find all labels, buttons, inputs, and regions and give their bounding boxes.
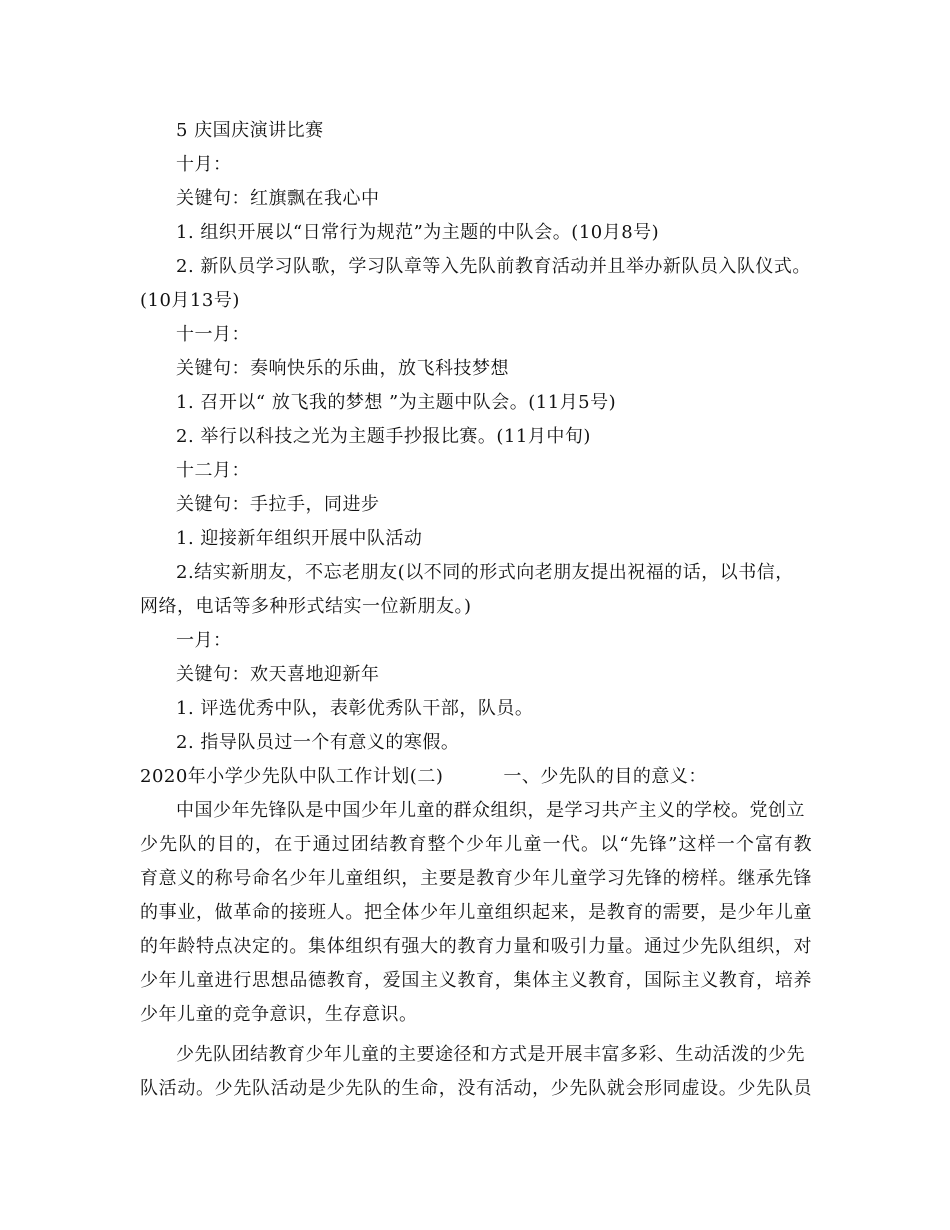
para1-line-7: 少年儿童的竞争意识，生存意识。	[140, 1004, 418, 1025]
month-january: 一月：	[176, 630, 232, 651]
october-item-1: 1. 组织开展以“日常行为规范”为主题的中队会。(10月8号)	[176, 222, 660, 243]
december-item-2: 2.结实新朋友，不忘老朋友(以不同的形式向老朋友提出祝福的话，以书信，	[176, 562, 794, 583]
november-item-1: 1. 召开以“ 放飞我的梦想 ”为主题中队会。(11月5号)	[176, 392, 617, 413]
november-item-2: 2. 举行以科技之光为主题手抄报比赛。(11月中旬)	[176, 426, 591, 447]
keyword-november: 关键句：奏响快乐的乐曲，放飞科技梦想	[176, 358, 509, 379]
october-item-2-date: (10月13号)	[140, 290, 240, 311]
para1-line-5: 的年龄特点决定的。集体组织有强大的教育力量和吸引力量。通过少先队组织，对	[140, 936, 812, 957]
para1-line-4: 的事业，做革命的接班人。把全体少年儿童组织起来，是教育的需要，是少年儿童	[140, 902, 812, 923]
keyword-december: 关键句：手拉手，同进步	[176, 494, 380, 515]
january-item-1: 1. 评选优秀中队，表彰优秀队干部，队员。	[176, 698, 534, 719]
october-item-2: 2. 新队员学习队歌，学习队章等入先队前教育活动并且举办新队员入队仪式。	[176, 256, 811, 277]
para1-line-6: 少年儿童进行思想品德教育，爱国主义教育，集体主义教育，国际主义教育，培养	[140, 970, 812, 991]
section-title: 2020年小学少先队中队工作计划(二)	[140, 766, 444, 787]
section-heading	[140, 765, 707, 789]
month-october: 十月：	[176, 154, 232, 175]
para1-line-1: 中国少年先锋队是中国少年儿童的群众组织，是学习共产主义的学校。党创立	[176, 800, 805, 821]
month-december: 十二月：	[176, 460, 250, 481]
para2-line-1: 少先队团结教育少年儿童的主要途径和方式是开展丰富多彩、生动活泼的少先	[176, 1044, 805, 1065]
month-november: 十一月：	[176, 324, 250, 345]
para1-line-3: 育意义的称号命名少年儿童组织，主要是教育少年儿童学习先锋的榜样。继承先锋	[140, 868, 812, 889]
para2-line-2: 队活动。少先队活动是少先队的生命，没有活动，少先队就会形同虚设。少先队员	[140, 1078, 812, 1099]
section-subtitle: 一、少先队的目的意义：	[503, 766, 707, 787]
keyword-january: 关键句：欢天喜地迎新年	[176, 664, 380, 685]
para1-line-2: 少先队的目的，在于通过团结教育整个少年儿童一代。以“先锋”这样一个富有教	[140, 834, 812, 855]
december-item-1: 1. 迎接新年组织开展中队活动	[176, 528, 423, 549]
december-item-2-cont: 网络，电话等多种形式结实一位新朋友。)	[140, 596, 472, 617]
item-speech-contest: 5 庆国庆演讲比赛	[176, 120, 324, 141]
january-item-2: 2. 指导队员过一个有意义的寒假。	[176, 732, 460, 753]
keyword-october: 关键句：红旗飘在我心中	[176, 188, 380, 209]
